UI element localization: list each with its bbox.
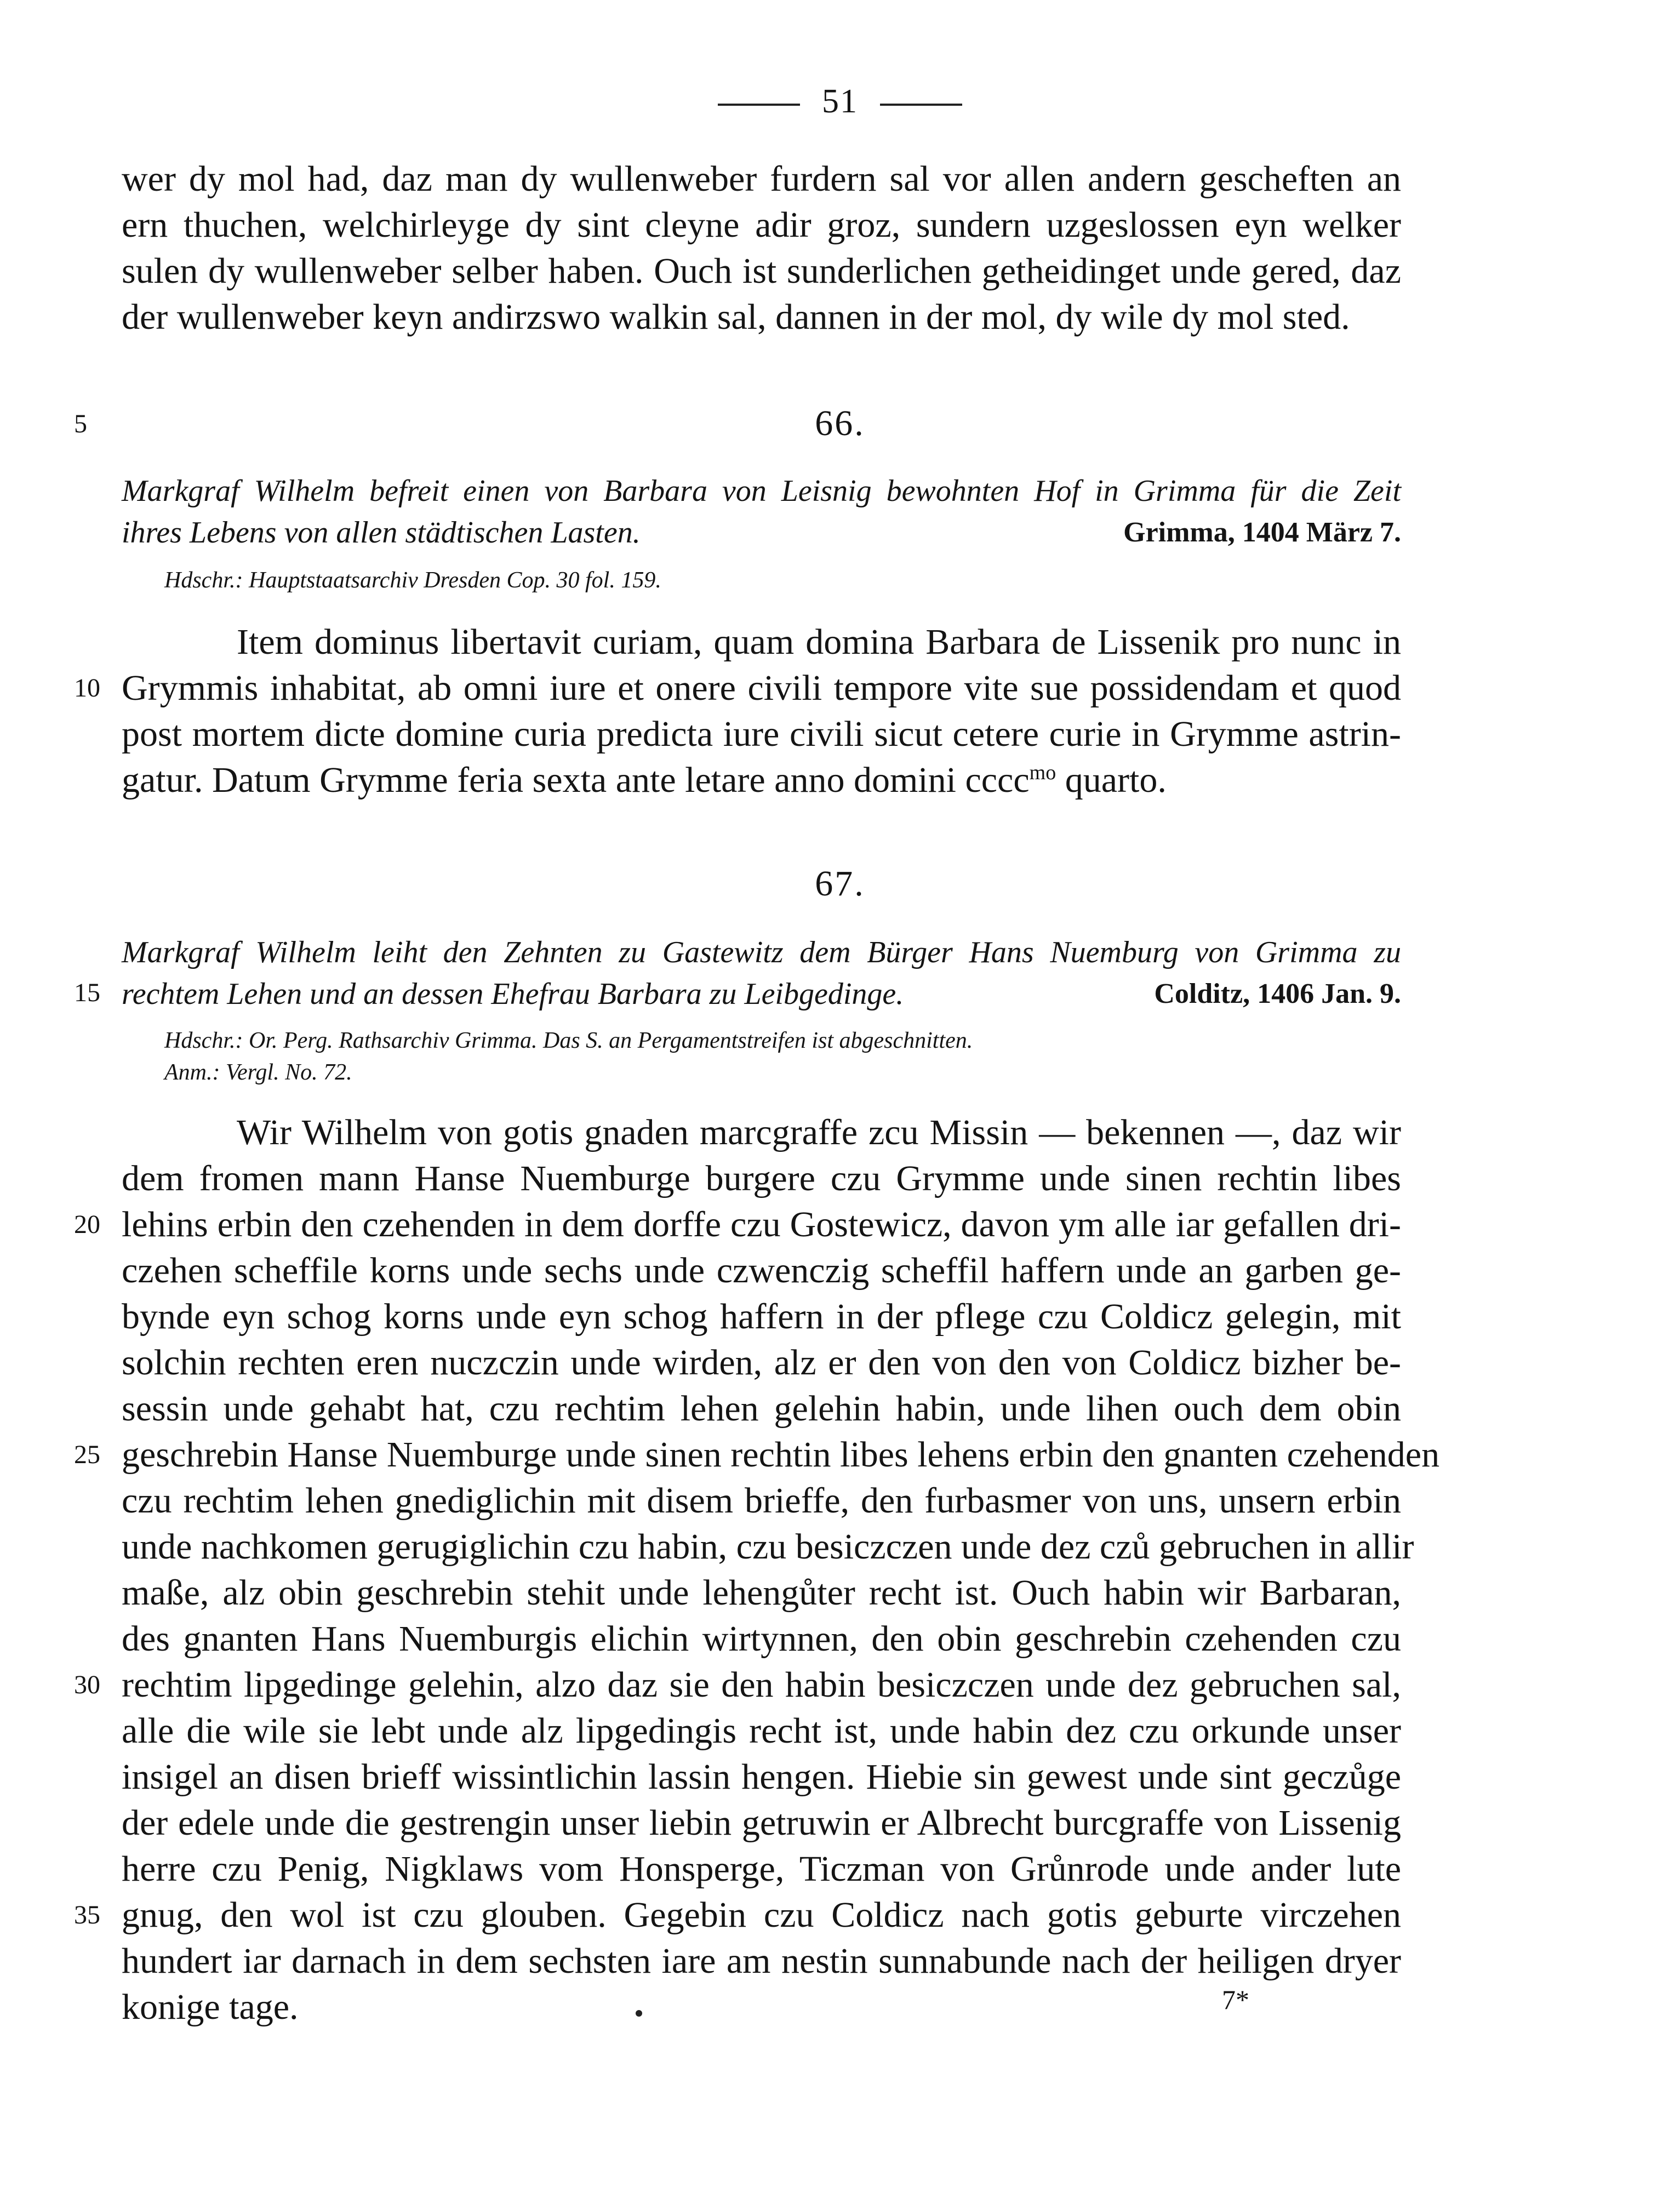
text-line: hundert iar darnach in dem sechsten iare am nestin sunnabunde nach der heiligen dryer bbox=[122, 1941, 1401, 1981]
line-number: 10 bbox=[74, 673, 100, 703]
document-number: 66. bbox=[815, 403, 865, 443]
text-line: ern thuchen, welchirleyge dy sint cleyne adir groz, sundern uzgeslossen eyn welker bbox=[122, 205, 1401, 245]
text-line: lehins erbin den czehenden in dem dorffe czu Gostewicz, davon ym alle iar gefallen dri- bbox=[122, 1204, 1401, 1244]
regest-line: Markgraf Wilhelm befreit einen von Barbara von Leisnig bewohnten Hof in Grimma für die Zeit bbox=[122, 474, 1401, 508]
source-note: Hdschr.: Hauptstaatsarchiv Dresden Cop. 30 fol. 159. bbox=[164, 568, 661, 593]
line-number: 20 bbox=[74, 1210, 100, 1239]
text-line: sulen dy wullenweber selber haben. Ouch ist sunderlichen getheidinget unde gered, daz bbox=[122, 251, 1401, 291]
header-dash-left bbox=[718, 104, 800, 106]
regest-line bbox=[122, 973, 1401, 1015]
page-header bbox=[0, 82, 1680, 121]
text-segment: gatur. Datum Grymme feria sexta ante letare anno domini cccc bbox=[122, 760, 1030, 800]
regest-line bbox=[122, 512, 1401, 553]
text-line: gnug, den wol ist czu glouben. Gegebin czu Coldicz nach gotis geburte virczehen bbox=[122, 1895, 1401, 1935]
header-dash-right bbox=[880, 104, 962, 106]
text-line: des gnanten Hans Nuemburgis elichin wirtynnen, den obin geschrebin czehenden czu bbox=[122, 1619, 1401, 1659]
document-date: Colditz, 1406 Jan. 9. bbox=[1154, 978, 1401, 1009]
text-line: insigel an disen brieff wissintlichin lassin hengen. Hiebie sin gewest unde sint geczůge bbox=[122, 1757, 1401, 1797]
text-line: Wir Wilhelm von gotis gnaden marcgraffe zcu Missin — bekennen —, daz wir bbox=[237, 1112, 1401, 1152]
line-number: 25 bbox=[74, 1440, 100, 1469]
text-line: sessin unde gehabt hat, czu rechtim lehen gelehin habin, unde lihen ouch dem obin bbox=[122, 1389, 1401, 1429]
text-line: der edele unde die gestrengin unser liebin getruwin er Albrecht burcgraffe von Lissenig bbox=[122, 1803, 1401, 1843]
annotation-note: Anm.: Vergl. No. 72. bbox=[164, 1060, 352, 1085]
regest-text: ihres Lebens von allen städtischen Lasten. bbox=[122, 516, 641, 550]
text-line: maße, alz obin geschrebin stehit unde lehengůter recht ist. Ouch habin wir Barbaran, bbox=[122, 1573, 1401, 1613]
regest-line: Markgraf Wilhelm leiht den Zehnten zu Gastewitz dem Bürger Hans Nuemburg von Grimma zu bbox=[122, 935, 1401, 969]
text-line: solchin rechten eren nuczczin unde wirden, alz er den von den von Coldicz bizher be- bbox=[122, 1343, 1401, 1383]
text-line: rechtim lipgedinge gelehin, alzo daz sie den habin besiczczen unde dez gebruchen sal, bbox=[122, 1665, 1401, 1705]
text-line: alle die wile sie lebt unde alz lipgedingis recht ist, unde habin dez czu orkunde unser bbox=[122, 1711, 1401, 1751]
text-line: der wullenweber keyn andirzswo walkin sal, dannen in der mol, dy wile dy mol sted. bbox=[122, 297, 1350, 337]
line-number: 5 bbox=[74, 409, 87, 438]
line-number: 35 bbox=[74, 1900, 100, 1929]
page-number: 51 bbox=[822, 83, 858, 120]
text-line: czehen scheffile korns unde sechs unde czwenczig scheffil haffern unde an garben ge- bbox=[122, 1251, 1401, 1291]
line-number: 30 bbox=[74, 1670, 100, 1699]
text-line: konige tage. bbox=[122, 1987, 299, 2027]
text-line: czu rechtim lehen gnediglichin mit disem brieffe, den furbasmer von uns, unsern erbin bbox=[122, 1481, 1401, 1521]
text-line: Item dominus libertavit curiam, quam domina Barbara de Lissenik pro nunc in bbox=[237, 622, 1401, 662]
text-line: dem fromen mann Hanse Nuemburge burgere czu Grymme unde sinen rechtin libes bbox=[122, 1158, 1401, 1198]
signature-mark: 7* bbox=[1222, 1984, 1249, 2015]
text-line: bynde eyn schog korns unde eyn schog haffern in der pflege czu Coldicz gelegin, mit bbox=[122, 1297, 1401, 1337]
text-segment: quarto. bbox=[1056, 760, 1167, 800]
source-note: Hdschr.: Or. Perg. Rathsarchiv Grimma. Das S. an Pergamentstreifen ist abgeschnitten. bbox=[164, 1028, 973, 1053]
text-line: Grymmis inhabitat, ab omni iure et onere civili tempore vite sue possidendam et quod bbox=[122, 668, 1401, 708]
text-line: unde nachkomen gerugiglichin czu habin, czu besiczczen unde dez czů gebruchen in allir bbox=[122, 1527, 1414, 1567]
text-line: wer dy mol had, daz man dy wullenweber furdern sal vor allen andern gescheften an bbox=[122, 159, 1401, 199]
text-line bbox=[122, 757, 1401, 803]
text-line: geschrebin Hanse Nuemburge unde sinen rechtin libes lehens erbin den gnanten czehenden bbox=[122, 1435, 1440, 1475]
line-number: 15 bbox=[74, 978, 100, 1007]
superscript: mo bbox=[1029, 761, 1056, 784]
document-date: Grimma, 1404 März 7. bbox=[1123, 517, 1401, 548]
text-line: herre czu Penig, Nigklaws vom Honsperge, Ticzman von Grůnrode unde ander lute bbox=[122, 1849, 1401, 1889]
document-number: 67. bbox=[815, 864, 865, 904]
text-line: post mortem dicte domine curia predicta iure civili sicut cetere curie in Grymme astrin- bbox=[122, 714, 1401, 754]
regest-text: rechtem Lehen und an dessen Ehefrau Barbara zu Leibgedinge. bbox=[122, 977, 904, 1011]
